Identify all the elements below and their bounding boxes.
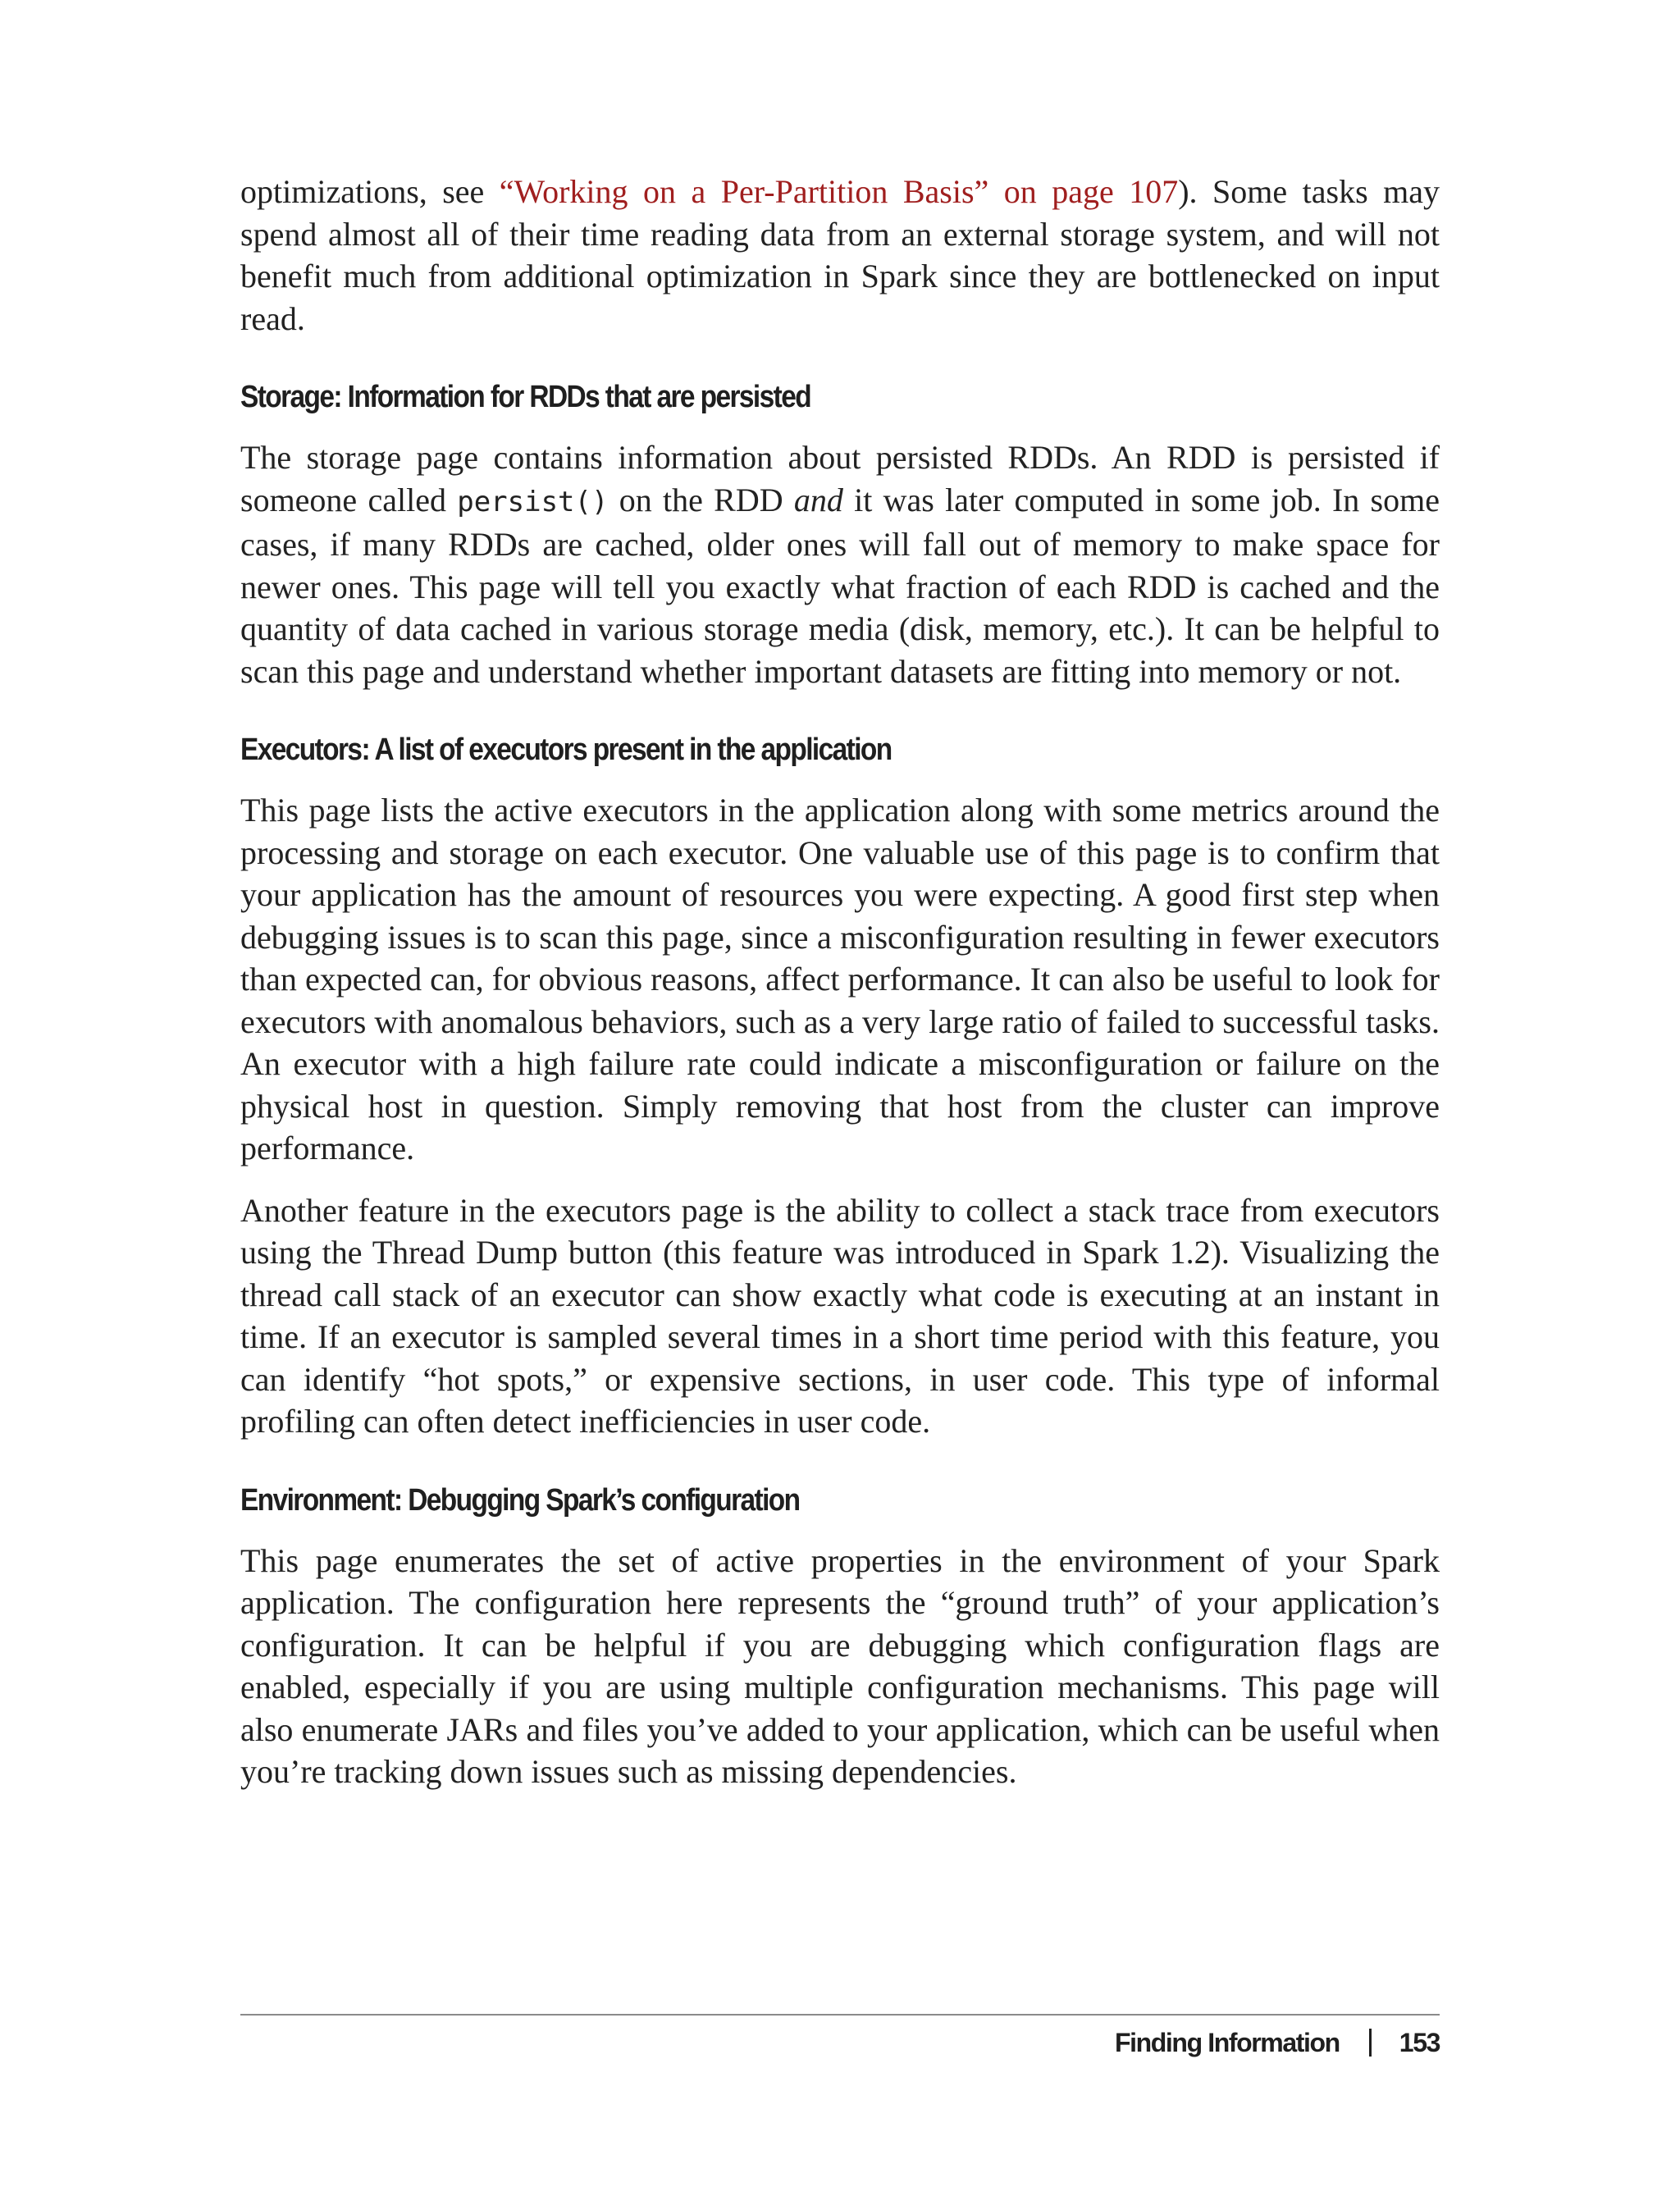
footer-section-title: Finding Information xyxy=(1115,2028,1340,2057)
persist-code: persist() xyxy=(457,485,609,518)
storage-paragraph xyxy=(240,436,1440,692)
page-number: 153 xyxy=(1399,2028,1440,2057)
environment-section xyxy=(240,1481,1440,1793)
storage-text-a: The storage page contains information about persisted RDDs. An RDD is persisted if someone called xyxy=(240,439,1440,518)
storage-text-b: on the RDD xyxy=(608,481,794,518)
cross-reference-link[interactable]: “Working on a Per-Partition Basis” on page 107 xyxy=(499,173,1179,210)
storage-section xyxy=(240,377,1440,692)
executors-paragraph-2: Another feature in the executors page is the ability to collect a stack trace from executors using the Thread Dump button (this feature was introduced in Spark 1.2). Visualizing the thread call stack of an executor can show exactly what code is executing at an instant in time. If an executor is sampled several times in a short time period with this feature, you can identify “hot spots,” or expensive sections, in user code. This type of informal profiling can often detect inefficiencies in user code. xyxy=(240,1191,1440,1440)
intro-lead-text: optimizations, see xyxy=(240,173,500,210)
environment-paragraph: This page enumerates the set of active properties in the environment of your Spark application. The configuration here represents the “ground truth” of your application’s configuration. It can be helpful if you are debugging which configuration flags are enabled, especially if you are using multiple configuration mechanisms. This page will also enumerate JARs and files you’ve added to your application, which can be useful when you’re tracking down issues such as missing dependencies. xyxy=(240,1541,1440,1790)
and-emphasis: and xyxy=(793,481,843,518)
storage-text-c: it was later computed in some job. In some cases, if many RDDs are cached, older ones will fall out of memory to make space for newer ones. This page will tell you exactly what fraction of each RDD is cached and the quantity of data cached in various storage media (disk, memory, etc.). It can be helpful to scan this page and understand whether important datasets are fitting into memory or not. xyxy=(240,481,1440,690)
page-body xyxy=(240,171,1440,1793)
storage-heading: Storage: Information for RDDs that are persisted xyxy=(240,380,811,414)
executors-heading: Executors: A list of executors present in the application xyxy=(240,733,892,767)
environment-heading: Environment: Debugging Spark’s configuration xyxy=(240,1482,800,1518)
intro-paragraph xyxy=(240,171,1440,340)
executors-paragraph-1: This page lists the active executors in the application along with some metrics around the processing and storage on each executor. One valuable use of this page is to confirm that your application has the amount of resources you were expecting. A good first step when debugging issues is to scan this page, since a misconfiguration resulting in fewer executors than expected can, for obvious reasons, affect performance. It can also be useful to look for executors with anomalous behaviors, such as a very large ratio of failed to successful tasks. An executor with a high failure rate could indicate a misconfiguration or failure on the physical host in question. Simply removing that host from the cluster can improve performance. xyxy=(240,792,1440,1166)
executors-section xyxy=(240,730,1440,1443)
footer-divider xyxy=(240,2014,1440,2016)
page-footer xyxy=(1115,2026,1440,2059)
intro-tail-text: ). Some tasks may spend almost all of their time reading data from an external storage system, and will not benefit much from additional optimization in Spark since they are bottlenecked on input read. xyxy=(240,173,1440,337)
footer-separator xyxy=(1369,2029,1372,2057)
